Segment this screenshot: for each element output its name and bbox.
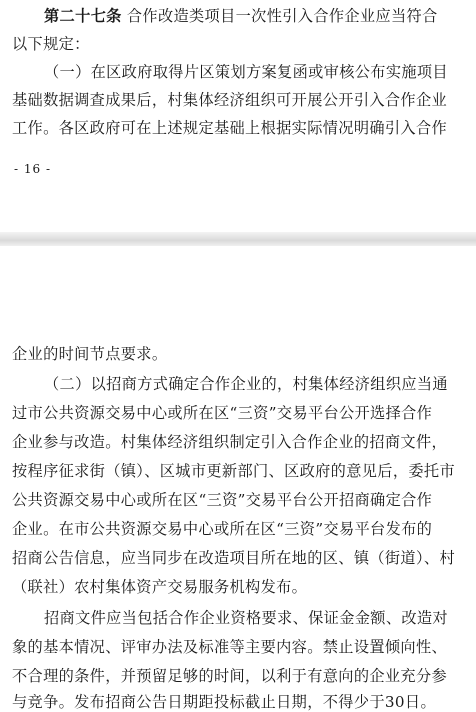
text-line: 按程序征求街（镇）、区城市更新部门、区政府的意见后，委托市: [12, 462, 455, 480]
text-line: 企业。在市公共资源交易中心或所在区“三资”交易平台发布的: [12, 520, 433, 538]
text-line: 企业的时间节点要求。: [12, 345, 168, 363]
text-line: 基础数据调查成果后，村集体经济组织可开展公开引入合作企业: [12, 91, 448, 109]
page-separator: [0, 232, 476, 246]
text-line: （二）以招商方式确定合作企业的，村集体经济组织应当通: [44, 375, 448, 393]
text-line: 与竞争。发布招商公告日期距投标截止日期，不得少于30日。: [12, 693, 437, 711]
text-line: 招商文件应当包括合作企业资格要求、保证金金额、改造对: [44, 609, 448, 627]
text-line: 公共资源交易中心或所在区“三资”交易平台公开招商确定合作: [12, 491, 433, 509]
article-intro-text: 合作改造类项目一次性引入合作企业应当符合: [121, 7, 438, 25]
page-number: - 16 -: [14, 162, 52, 176]
text-line: 招商公告信息，应当同步在改造项目所在地的区、镇（街道）、村: [12, 549, 455, 567]
text-line: 工作。各区政府可在上述规定基础上根据实际情况明确引入合作: [12, 119, 448, 137]
document-page-top: [0, 0, 476, 232]
document-page-bottom: [0, 246, 476, 711]
text-line: 过市公共资源交易中心或所在区“三资”交易平台公开选择合作: [12, 404, 433, 422]
text-line: 企业参与改造。村集体经济组织制定引入合作企业的招商文件，: [12, 433, 448, 451]
article-heading: 第二十七条: [44, 7, 122, 25]
text-line: （一）在区政府取得片区策划方案复函或审核公布实施项目: [44, 63, 448, 81]
text-line: 象的基本情况、评审办法及标准等主要内容。禁止设置倾向性、: [12, 638, 448, 656]
text-line: （联社）农村集体资产交易服务机构发布。: [12, 578, 308, 596]
watermark-logo: [2, 690, 36, 704]
article-27-first-line: [44, 6, 438, 26]
text-line: 以下规定：: [12, 35, 90, 53]
text-line: 不合理的条件，并预留足够的时间，以利于有意向的企业充分参: [12, 667, 448, 685]
